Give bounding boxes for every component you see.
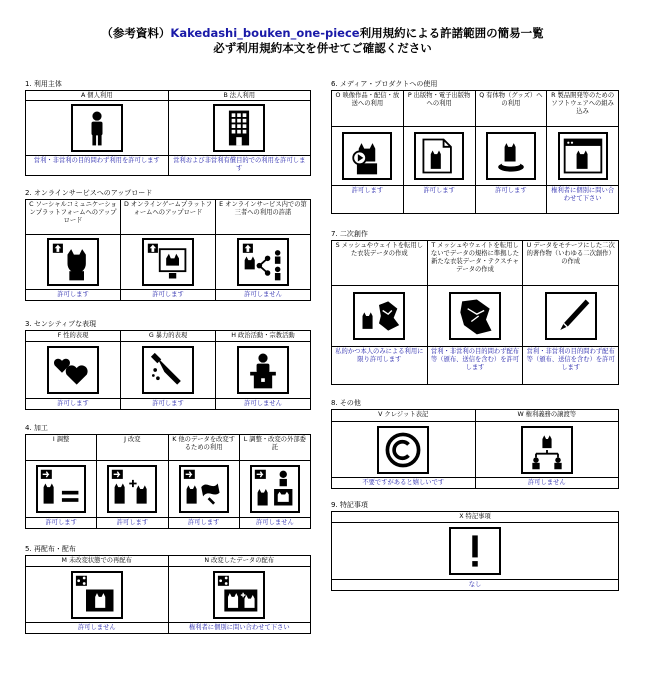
permission-header: M 未改変状態での再配布 (26, 556, 168, 567)
permission-cell (26, 91, 168, 175)
permission-header: J 改変 (97, 435, 167, 461)
section-title: 5. 再配布・配布 (25, 545, 76, 553)
permission-status: 許可しません (216, 289, 310, 300)
permission-header: R 製品開発等のためのソフトウェアへの組み込み (547, 91, 618, 127)
permission-header: S メッシュやウェイトを転用した衣装データの作成 (332, 241, 427, 286)
permission-header: E オンラインサービス内での第三者への利用の許諾 (216, 200, 310, 235)
permission-status: 許可します (332, 185, 403, 213)
permission-header: W 権利義務の譲渡等 (476, 410, 619, 422)
permission-status: 営利および非営利有償目的での利用を許可します (169, 155, 311, 175)
permission-cell (522, 241, 618, 384)
permission-header: T メッシュやウェイトを転用しないでデータの規格に準拠した新たな衣装データ・テクスチャデータの作成 (428, 241, 523, 286)
permission-cell (168, 91, 311, 175)
transfer-rights-icon (521, 426, 573, 474)
section-title: 4. 加工 (25, 424, 48, 432)
section-usage-subject (25, 80, 311, 176)
permission-status: 許可します (169, 517, 239, 528)
permission-status: 許可します (97, 517, 167, 528)
dataset-name: Kakedashi_bouken_one-piece (170, 26, 360, 40)
permission-status: 許可しません (26, 622, 168, 633)
permission-header: P 出版物・電子出版物への利用 (404, 91, 475, 127)
permission-status: 営利・非営利の目的問わず利用を許可します (26, 155, 168, 175)
permission-status: 許可しません (216, 398, 310, 409)
section-processing (25, 424, 311, 529)
permission-header: L 調整・改変の外部委託 (240, 435, 310, 461)
section-media-products (331, 80, 619, 214)
section-derivative-works (331, 230, 619, 385)
permission-status: 許可します (404, 185, 475, 213)
permission-cell (96, 435, 167, 528)
permission-status: 許可します (26, 398, 120, 409)
permission-status: 権利者に個別に問い合わせて下さい (169, 622, 311, 633)
permission-cell (168, 435, 239, 528)
permission-cell (239, 435, 310, 528)
knife-icon (142, 346, 194, 394)
permission-header: F 性的表現 (26, 331, 120, 342)
permission-status: 私的かつ本人のみによる利用に限り許可します (332, 346, 427, 384)
permission-header: N 改変したデータの配布 (169, 556, 311, 567)
social-upload-icon (47, 238, 99, 286)
permission-cell (26, 200, 120, 300)
permission-cell (26, 556, 168, 633)
person-icon (71, 104, 123, 152)
permission-cell (26, 331, 120, 409)
permission-status: 許可します (121, 398, 215, 409)
figure-goods-icon (486, 132, 536, 180)
permission-status: 許可しません (476, 477, 619, 488)
copyright-icon (377, 426, 429, 474)
section-title: 7. 二次創作 (331, 230, 368, 238)
permission-status: 営利・非営利の目的問わず配布等（頒布、送信を含む）を許可します (523, 346, 618, 384)
section-redistribution (25, 545, 311, 634)
publication-icon (414, 132, 464, 180)
permission-cell (332, 410, 475, 488)
costume-mesh-icon (353, 292, 405, 340)
share-third-party-icon (237, 238, 289, 286)
permission-status: なし (332, 579, 618, 590)
permission-status: 許可します (26, 517, 96, 528)
permission-header: O 映像作品・配信・放送への利用 (332, 91, 403, 127)
permission-header: H 政治活動・宗教活動 (216, 331, 310, 342)
permission-header: G 暴力的表現 (121, 331, 215, 342)
section-title: 6. メディア・プロダクトへの使用 (331, 80, 438, 88)
permission-cell (332, 91, 403, 213)
adjust-icon (36, 465, 86, 513)
page-title: （参考資料）Kakedashi_bouken_one-piece利用規約による許諾範囲の簡易一覧 必ず利用規約本文を併せてご確認ください (0, 26, 645, 56)
section-special-notes (331, 501, 619, 591)
permission-status: 許可します (476, 185, 547, 213)
exclamation-icon (449, 527, 501, 575)
permission-cell (475, 410, 619, 488)
permission-cell (427, 241, 523, 384)
permission-cell (120, 331, 215, 409)
outsource-icon (250, 465, 300, 513)
permission-cell (215, 200, 310, 300)
pen-icon (545, 292, 597, 340)
section-title: 2. オンラインサービスへのアップロード (25, 189, 153, 197)
permission-header: V クレジット表記 (332, 410, 475, 422)
permission-cell (546, 91, 618, 213)
permission-cell (332, 512, 618, 590)
permission-status: 許可します (26, 289, 120, 300)
permission-header: C ソーシャルコミュニケーションプラットフォームへのアップロード (26, 200, 120, 235)
section-title: 9. 特記事項 (331, 501, 368, 509)
distribute-modified-icon (213, 571, 265, 619)
new-costume-icon (449, 292, 501, 340)
permission-cell (403, 91, 475, 213)
permission-cell (475, 91, 547, 213)
permission-cell (215, 331, 310, 409)
permission-cell (26, 435, 96, 528)
section-title: 8. その他 (331, 399, 361, 407)
page-subtitle: 必ず利用規約本文を併せてご確認ください (213, 41, 432, 55)
permission-status: 不要ですがあると嬉しいです (332, 477, 475, 488)
podium-icon (237, 346, 289, 394)
section-sensitive-expression (25, 320, 311, 410)
permission-status: 営利・非営利の目的問わず配布等（頒布、送信を含む）を許可します (428, 346, 523, 384)
permission-status: 許可します (121, 289, 215, 300)
permission-header: I 調整 (26, 435, 96, 461)
section-title: 3. センシティブな表現 (25, 320, 97, 328)
use-for-modify-icon (179, 465, 229, 513)
permission-status: 許可しません (240, 517, 310, 528)
hearts-icon (47, 346, 99, 394)
permission-header: U データをモチーフにした二次的著作物（いわゆる二次創作）の作成 (523, 241, 618, 286)
permission-header: Q 有体物（グッズ）への利用 (476, 91, 547, 127)
software-icon (558, 132, 608, 180)
permission-header: D オンラインゲームプラットフォームへのアップロード (121, 200, 215, 235)
permission-cell (168, 556, 311, 633)
game-upload-icon (142, 238, 194, 286)
permission-header: K 他のデータを改変するための利用 (169, 435, 239, 461)
permission-cell (120, 200, 215, 300)
section-title: 1. 利用主体 (25, 80, 62, 88)
video-icon (342, 132, 392, 180)
permission-header: A 個人利用 (26, 91, 168, 101)
modify-icon (107, 465, 157, 513)
section-other (331, 399, 619, 489)
section-online-upload (25, 189, 311, 301)
permission-header: B 法人利用 (169, 91, 311, 101)
redistribute-icon (71, 571, 123, 619)
permission-header: X 特記事項 (332, 512, 618, 523)
permission-status: 権利者に個別に問い合わせて下さい (547, 185, 618, 213)
building-icon (213, 104, 265, 152)
permission-cell (332, 241, 427, 384)
